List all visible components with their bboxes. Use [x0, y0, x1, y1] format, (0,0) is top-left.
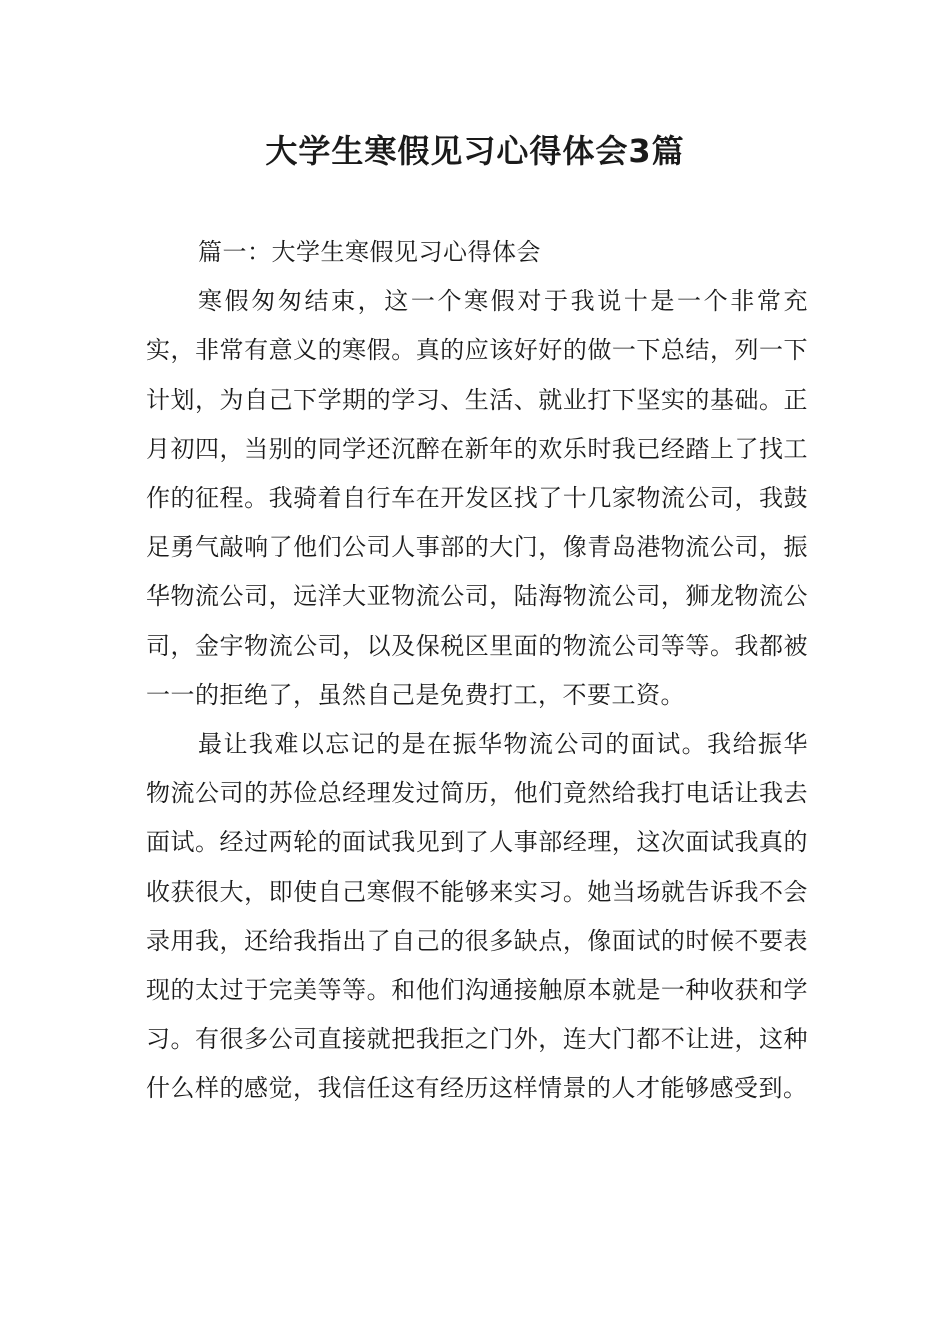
paragraph-2: 最让我难以忘记的是在振华物流公司的面试。我给振华物流公司的苏俭总经理发过简历，他们竟然给我打电话让我去面试。经过两轮的面试我见到了人事部经理，这次面试我真的收获很大，即使自己寒假不能够来实习。她当场就告诉我不会录用我，还给我指出了自己的很多缺点，像面试的时候不要表现的太过于完美等等。和他们沟通接触原本就是一种收获和学习。有很多公司直接就把我拒之门外，连大门都不让进，这种什么样的感觉，我信任这有经历这样情景的人才能够感受到。 — [146, 730, 808, 1103]
document-body — [146, 228, 808, 1114]
paragraph-1: 寒假匆匆结束，这一个寒假对于我说十是一个非常充实，非常有意义的寒假。真的应该好好的做一下总结，列一下计划，为自己下学期的学习、生活、就业打下坚实的基础。正月初四，当别的同学还沉醉在新年的欢乐时我已经踏上了找工作的征程。我骑着自行车在开发区找了十几家物流公司，我鼓足勇气敲响了他们公司人事部的大门，像青岛港物流公司，振华物流公司，远洋大亚物流公司，陆海物流公司，狮龙物流公司，金宇物流公司，以及保税区里面的物流公司等等。我都被一一的拒绝了，虽然自己是免费打工，不要工资。 — [146, 287, 808, 709]
document-title: 大学生寒假见习心得体会3篇 — [265, 132, 685, 170]
section-heading: 篇一：大学生寒假见习心得体会 — [198, 238, 541, 266]
